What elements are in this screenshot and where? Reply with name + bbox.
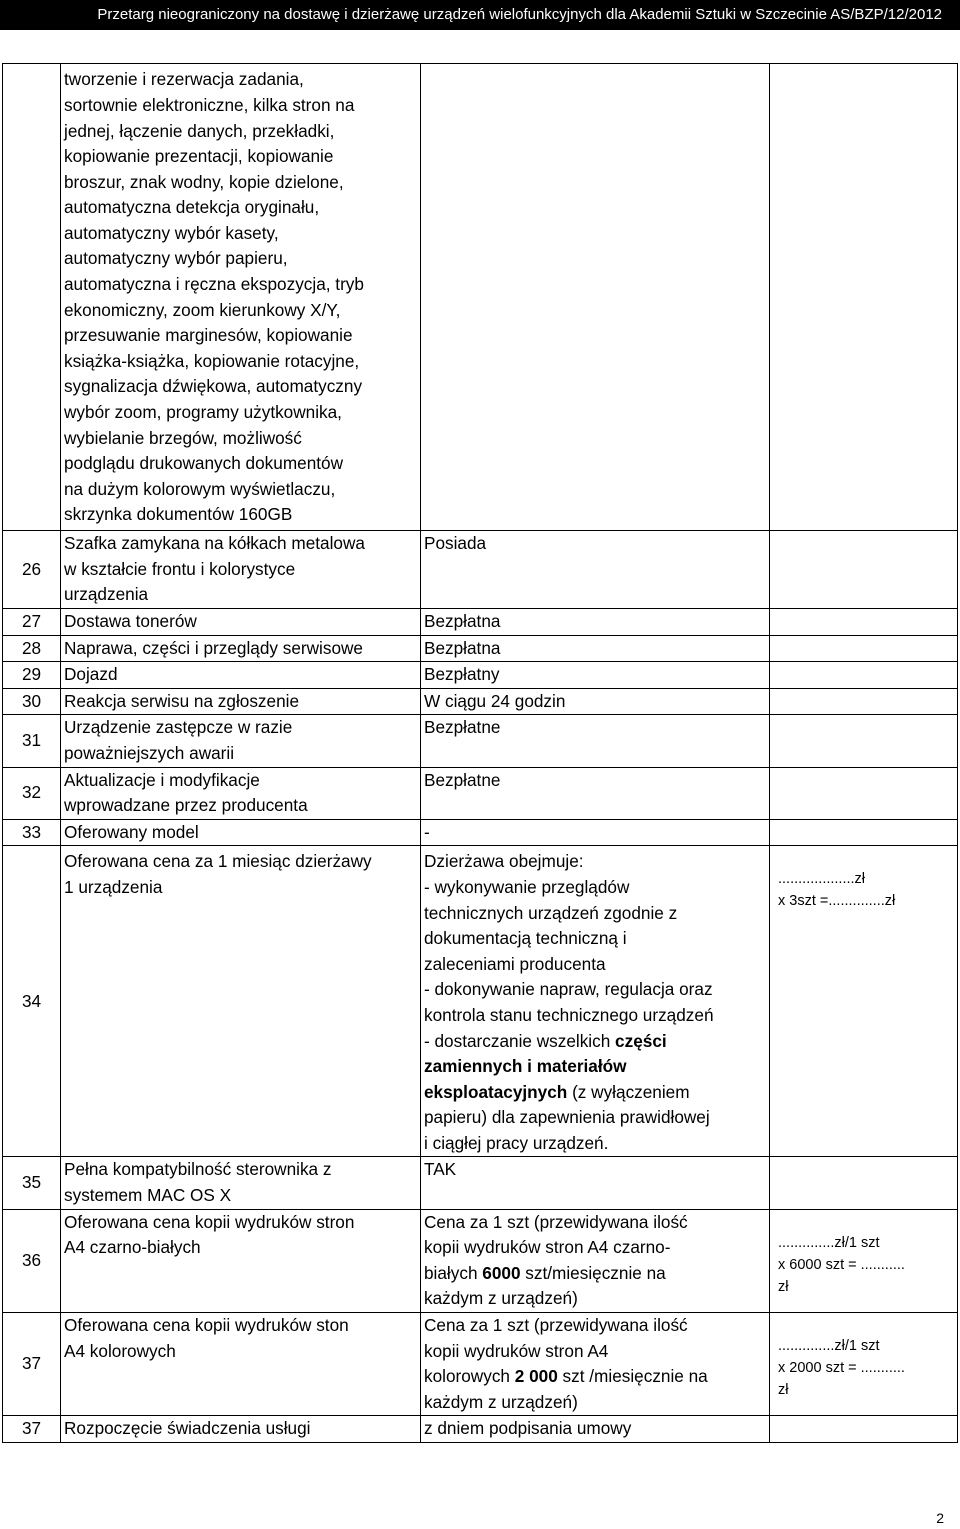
row-value [421, 1209, 770, 1312]
table-row [3, 531, 958, 609]
row-number [3, 64, 61, 531]
row-price: ...................zł x 3szt =..............zł [770, 846, 958, 1157]
row-price: ..............zł/1 szt x 6000 szt = ........... zł [770, 1209, 958, 1312]
table-row [3, 1157, 958, 1209]
lease-scope-text-end: (z wyłączeniem papieru) dla zapewnienia prawidłowej i ciągłej pracy urządzeń. [424, 1081, 710, 1153]
row-value: Bezpłatny [421, 662, 770, 689]
page-number: 2 [936, 1510, 944, 1526]
table-row [3, 715, 958, 767]
row-number: 37 [3, 1416, 61, 1443]
table-row [3, 635, 958, 662]
row-price [770, 688, 958, 715]
row-value [421, 846, 770, 1157]
row-number: 34 [3, 846, 61, 1157]
copy-price-text: Cena za 1 szt (przewidywana ilość kopii wydruków stron A4 kolorowych [424, 1315, 688, 1387]
row-price [770, 819, 958, 846]
row-description: Dostawa tonerów [61, 609, 421, 636]
copy-price-text: Cena za 1 szt (przewidywana ilość kopii wydruków stron A4 czarno- białych [424, 1211, 688, 1283]
table-row [3, 662, 958, 689]
row-value: W ciągu 24 godzin [421, 688, 770, 715]
row-description: Aktualizacje i modyfikacje wprowadzane przez producenta [61, 767, 421, 819]
row-description: Pełna kompatybilność sterownika z systemem MAC OS X [61, 1157, 421, 1209]
row-number: 32 [3, 767, 61, 819]
row-price [770, 1157, 958, 1209]
row-number: 29 [3, 662, 61, 689]
table-row [3, 846, 958, 1157]
copy-quantity: 6000 [482, 1262, 521, 1283]
row-description: Oferowana cena kopii wydruków ston A4 kolorowych [61, 1313, 421, 1416]
row-number: 30 [3, 688, 61, 715]
row-number: 31 [3, 715, 61, 767]
table-row [3, 688, 958, 715]
row-value: Bezpłatna [421, 635, 770, 662]
row-description: Urządzenie zastępcze w razie poważniejszych awarii [61, 715, 421, 767]
row-value: z dniem podpisania umowy [421, 1416, 770, 1443]
row-description: Szafka zamykana na kółkach metalowa w kształcie frontu i kolorystyce urządzenia [61, 531, 421, 609]
row-value: Bezpłatna [421, 609, 770, 636]
table-row [3, 1416, 958, 1443]
row-description: Dojazd [61, 662, 421, 689]
lease-scope-text: Dzierżawa obejmuje: - wykonywanie przeglądów technicznych urządzeń zgodnie z dokumentacją techniczną i zaleceniami producenta - dokonywanie napraw, regulacja oraz kontrola stanu technicznego urządzeń - dostarczanie wszelkich [424, 851, 714, 1051]
row-number: 35 [3, 1157, 61, 1209]
row-price [770, 662, 958, 689]
row-value: Bezpłatne [421, 767, 770, 819]
table-row [3, 1313, 958, 1416]
row-price [770, 64, 958, 531]
row-price: ..............zł/1 szt x 2000 szt = ........... zł [770, 1313, 958, 1416]
row-number: 27 [3, 609, 61, 636]
table-row [3, 609, 958, 636]
row-number: 36 [3, 1209, 61, 1312]
row-description: Oferowana cena za 1 miesiąc dzierżawy 1 urządzenia [61, 846, 421, 1157]
copy-price-text-end: szt /miesięcznie na każdym z urządzeń) [424, 1366, 708, 1412]
table-row [3, 767, 958, 819]
row-value: Posiada [421, 531, 770, 609]
row-price [770, 609, 958, 636]
row-description: tworzenie i rezerwacja zadania, sortownie elektroniczne, kilka stron na jednej, łączenie danych, przekładki, kopiowanie prezentacji, kopiowanie broszur, znak wodny, kopie dzielone, automatyczna detekcja oryginału, automatyczny wybór kasety, automatyczny wybór papieru, automatyczna i ręczna ekspozycja, tryb ekonomiczny, zoom kierunkowy X/Y, przesuwanie marginesów, kopiowanie książka-książka, kopiowanie rotacyjne, sygnalizacja dźwiękowa, automatyczny wybór zoom, programy użytkownika, wybielanie brzegów, możliwość podglądu drukowanych dokumentów na dużym kolorowym wyświetlaczu, skrzynka dokumentów 160GB [61, 64, 421, 531]
row-number: 33 [3, 819, 61, 846]
specification-table [2, 63, 958, 1443]
copy-quantity: 2 000 [514, 1366, 558, 1387]
row-price [770, 767, 958, 819]
row-number: 26 [3, 531, 61, 609]
table-row [3, 64, 958, 531]
row-description: Reakcja serwisu na zgłoszenie [61, 688, 421, 715]
row-value: Bezpłatne [421, 715, 770, 767]
row-number: 28 [3, 635, 61, 662]
row-description: Rozpoczęcie świadczenia usługi [61, 1416, 421, 1443]
row-price [770, 635, 958, 662]
document-header [0, 0, 960, 30]
document-header-title: Przetarg nieograniczony na dostawę i dzierżawę urządzeń wielofunkcyjnych dla Akademii Sztuki w Szczecinie AS/BZP/12/2012 [97, 6, 942, 23]
row-description: Oferowana cena kopii wydruków stron A4 czarno-białych [61, 1209, 421, 1312]
row-price [770, 1416, 958, 1443]
table-row [3, 1209, 958, 1312]
row-value: - [421, 819, 770, 846]
row-description: Naprawa, części i przeglądy serwisowe [61, 635, 421, 662]
row-price [770, 715, 958, 767]
row-value [421, 1313, 770, 1416]
row-description: Oferowany model [61, 819, 421, 846]
lease-scope-bold: części zamiennych i materiałów eksploatacyjnych [424, 1030, 667, 1102]
row-value: TAK [421, 1157, 770, 1209]
row-value [421, 64, 770, 531]
table-row [3, 819, 958, 846]
row-price [770, 531, 958, 609]
copy-price-text-end: szt/miesięcznie na każdym z urządzeń) [424, 1262, 666, 1309]
row-number: 37 [3, 1313, 61, 1416]
